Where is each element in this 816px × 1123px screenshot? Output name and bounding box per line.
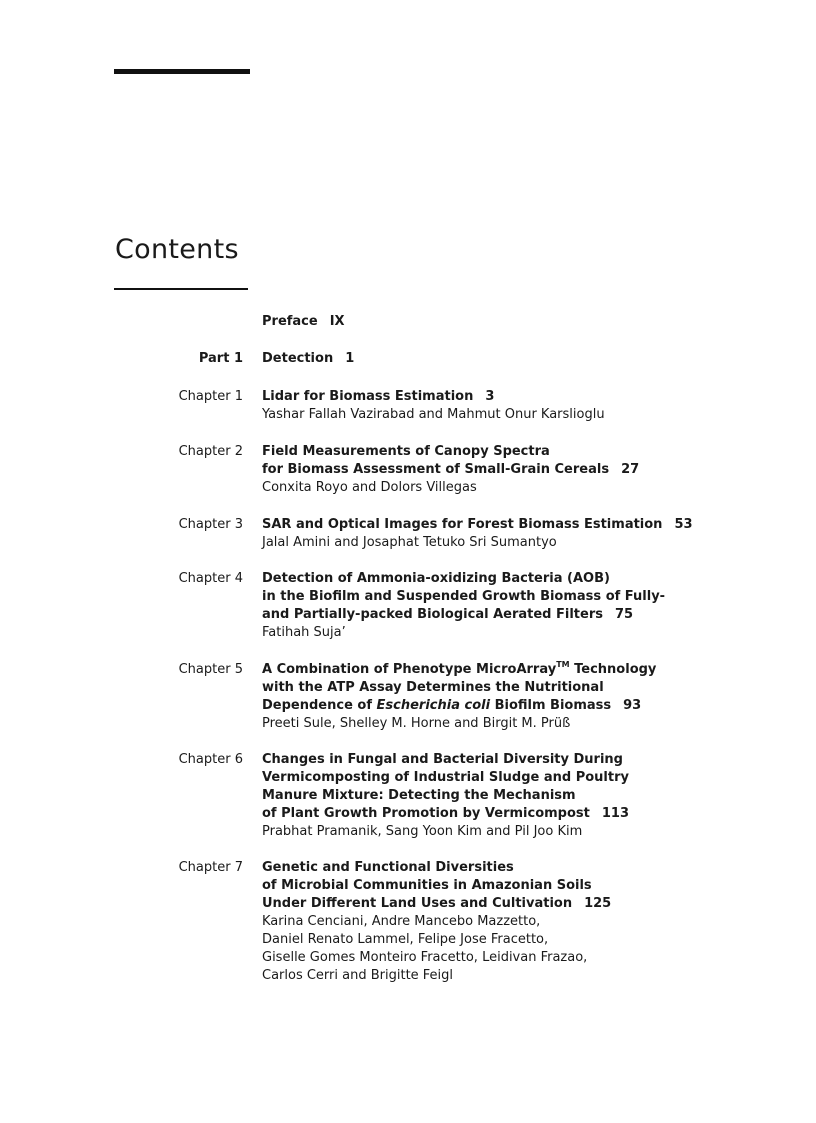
entry-title: Preface xyxy=(262,314,318,329)
entry-page: 1 xyxy=(345,351,355,366)
page-title: Contents xyxy=(115,234,239,265)
entry-title-line: and Partially-packed Biological Aerated Filters xyxy=(262,607,603,622)
title-rule xyxy=(114,288,248,290)
entry-page: 27 xyxy=(621,462,640,477)
chapter-label: Chapter 7 xyxy=(178,860,243,875)
entry-title-line: Vermicomposting of Industrial Sludge and Poultry xyxy=(262,770,629,785)
entry-authors: Preeti Sule, Shelley M. Horne and Birgit M. Prüß xyxy=(262,716,571,731)
entry-page: 125 xyxy=(584,896,612,911)
entry-page: 75 xyxy=(614,607,634,622)
entry-title-line: Lidar for Biomass Estimation xyxy=(262,389,474,404)
entry-authors: Prabhat Pramanik, Sang Yoon Kim and Pil Joo Kim xyxy=(262,824,583,839)
entry-authors: Carlos Cerri and Brigitte Feigl xyxy=(262,968,454,983)
entry-authors: Yashar Fallah Vazirabad and Mahmut Onur Karslioglu xyxy=(262,407,605,422)
entry-page: 53 xyxy=(674,517,693,532)
entry-title-line: Changes in Fungal and Bacterial Diversity During xyxy=(262,752,623,767)
entry-title-line: SAR and Optical Images for Forest Biomass Estimation xyxy=(262,517,663,532)
top-rule xyxy=(114,69,250,74)
entry-authors: Giselle Gomes Monteiro Fracetto, Leidivan Frazao, xyxy=(262,950,588,965)
entry-title-line: Genetic and Functional Diversities xyxy=(262,860,514,875)
entry-page: IX xyxy=(329,314,345,329)
entry-title-line: Dependence of xyxy=(262,698,377,713)
part-label: Part 1 xyxy=(198,351,243,366)
entry-title-line: Field Measurements of Canopy Spectra xyxy=(262,444,550,459)
entry-title-line: for Biomass Assessment of Small-Grain Cereals xyxy=(262,462,610,477)
chapter-label: Chapter 6 xyxy=(178,752,243,767)
entry-authors: Jalal Amini and Josaphat Tetuko Sri Sumantyo xyxy=(262,535,557,550)
entry-authors: Conxita Royo and Dolors Villegas xyxy=(262,480,477,495)
trademark-superscript: TM xyxy=(556,660,570,669)
entry-authors: Daniel Renato Lammel, Felipe Jose Fracetto, xyxy=(262,932,549,947)
species-name: Escherichia coli xyxy=(376,698,491,713)
chapter-label: Chapter 5 xyxy=(178,662,243,677)
entry-authors: Fatihah Suja’ xyxy=(262,625,346,640)
entry-title-line: Detection of Ammonia-oxidizing Bacteria (AOB) xyxy=(262,571,610,586)
entry-title-line: A Combination of Phenotype MicroArray xyxy=(262,662,557,677)
entry-title-line: of Microbial Communities in Amazonian Soils xyxy=(262,878,592,893)
entry-page: 113 xyxy=(601,806,630,821)
chapter-label: Chapter 4 xyxy=(178,571,243,586)
entry-title: Detection xyxy=(262,351,334,366)
entry-title-line: Technology xyxy=(569,662,657,677)
chapter-label: Chapter 2 xyxy=(178,444,243,459)
entry-page: 93 xyxy=(623,698,642,713)
entry-title-line: Manure Mixture: Detecting the Mechanism xyxy=(262,788,576,803)
chapter-label: Chapter 1 xyxy=(178,389,243,404)
entry-title-line: in the Biofilm and Suspended Growth Biomass of Fully- xyxy=(262,589,666,604)
entry-title-line: Under Different Land Uses and Cultivation xyxy=(262,896,573,911)
entry-title-line: of Plant Growth Promotion by Vermicompost xyxy=(262,806,590,821)
entry-title-line: with the ATP Assay Determines the Nutritional xyxy=(262,680,604,695)
entry-title-line: Biofilm Biomass xyxy=(490,698,612,713)
entry-page: 3 xyxy=(485,389,495,404)
entry-authors: Karina Cenciani, Andre Mancebo Mazzetto, xyxy=(262,914,541,929)
chapter-label: Chapter 3 xyxy=(178,517,243,532)
